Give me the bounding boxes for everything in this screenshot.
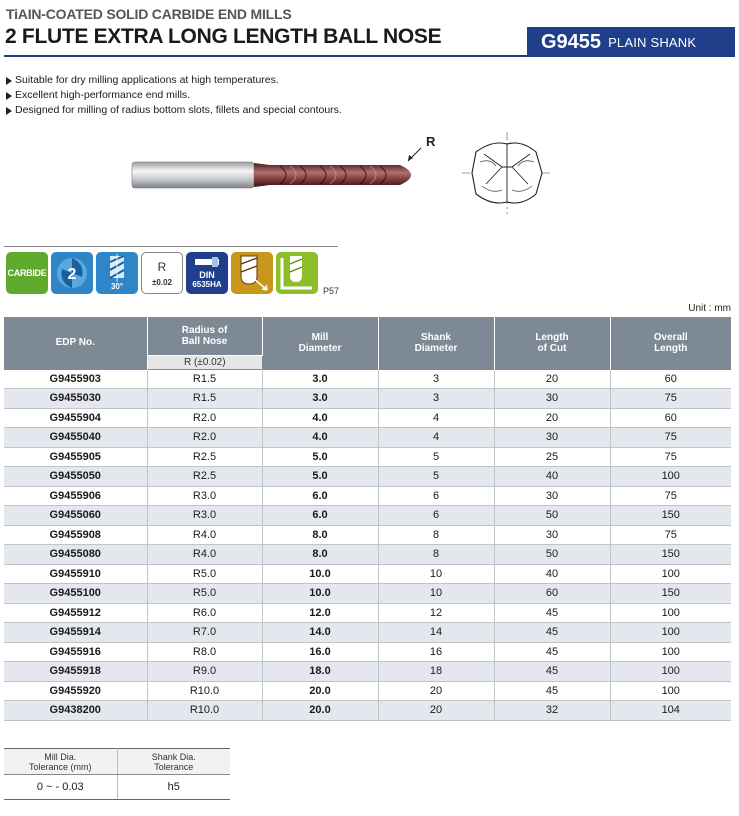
cell-mill-diameter: 8.0 (262, 545, 378, 565)
col-header-radius: Radius of Ball Nose (147, 317, 262, 355)
feature-list (6, 73, 342, 118)
cell-edp: G9455912 (4, 603, 147, 623)
table-row (4, 642, 731, 662)
tol-value-mill: 0 ~ - 0.03 (4, 775, 117, 800)
cell-mill-diameter: 3.0 (262, 369, 378, 389)
table-row (4, 506, 731, 526)
cell-length-of-cut: 30 (494, 486, 610, 506)
page-reference: P57 (323, 286, 340, 296)
svg-text:2: 2 (67, 266, 77, 283)
series-code-tab (527, 27, 735, 57)
table-row (4, 623, 731, 643)
cell-length-of-cut: 20 (494, 408, 610, 428)
cell-overall-length: 60 (610, 369, 731, 389)
bullet-triangle-icon (6, 92, 12, 100)
col-header-mill-diameter: Mill Diameter (262, 317, 378, 369)
table-row (4, 389, 731, 409)
cell-shank-diameter: 20 (378, 701, 494, 721)
cell-mill-diameter: 6.0 (262, 506, 378, 526)
cell-mill-diameter: 4.0 (262, 428, 378, 448)
cell-radius: R5.0 (147, 584, 262, 604)
title-rule (4, 55, 735, 57)
cell-length-of-cut: 30 (494, 525, 610, 545)
col-header-length-of-cut: Length of Cut (494, 317, 610, 369)
cell-radius: R10.0 (147, 681, 262, 701)
tol-header-mill: Mill Dia. Tolerance (mm) (4, 749, 117, 775)
cell-edp: G9455908 (4, 525, 147, 545)
cell-overall-length: 75 (610, 428, 731, 448)
cell-edp: G9455060 (4, 506, 147, 526)
two-flute-icon (51, 252, 93, 294)
cell-shank-diameter: 4 (378, 428, 494, 448)
cell-shank-diameter: 12 (378, 603, 494, 623)
cell-mill-diameter: 20.0 (262, 681, 378, 701)
cell-shank-diameter: 5 (378, 467, 494, 487)
cell-shank-diameter: 3 (378, 389, 494, 409)
cell-mill-diameter: 4.0 (262, 408, 378, 428)
cell-radius: R6.0 (147, 603, 262, 623)
cell-edp: G9455904 (4, 408, 147, 428)
cell-edp: G9455903 (4, 369, 147, 389)
helix-angle-icon: 30° (96, 252, 138, 294)
cell-radius: R1.5 (147, 389, 262, 409)
cell-overall-length: 100 (610, 603, 731, 623)
table-row (4, 662, 731, 682)
tol-value-shank: h5 (117, 775, 230, 800)
cell-length-of-cut: 20 (494, 369, 610, 389)
cell-length-of-cut: 45 (494, 623, 610, 643)
cell-radius: R5.0 (147, 564, 262, 584)
cell-radius: R2.5 (147, 467, 262, 487)
cell-radius: R2.0 (147, 428, 262, 448)
cell-length-of-cut: 50 (494, 545, 610, 565)
cell-length-of-cut: 25 (494, 447, 610, 467)
cell-mill-diameter: 16.0 (262, 642, 378, 662)
din-standard-icon: DIN 6535HA (186, 252, 228, 294)
ball-nose-profile-icon (231, 252, 273, 294)
cell-edp: G9438200 (4, 701, 147, 721)
radius-callout: R (426, 134, 436, 149)
cell-length-of-cut: 45 (494, 642, 610, 662)
table-row (4, 545, 731, 565)
cell-mill-diameter: 14.0 (262, 623, 378, 643)
cell-length-of-cut: 32 (494, 701, 610, 721)
radius-tolerance-icon: R ±0.02 (141, 252, 183, 294)
table-row (4, 564, 731, 584)
product-table (4, 317, 731, 721)
cell-shank-diameter: 8 (378, 525, 494, 545)
cell-shank-diameter: 20 (378, 681, 494, 701)
cell-radius: R8.0 (147, 642, 262, 662)
cell-shank-diameter: 14 (378, 623, 494, 643)
cell-length-of-cut: 45 (494, 662, 610, 682)
cell-shank-diameter: 6 (378, 506, 494, 526)
page-title: 2 FLUTE EXTRA LONG LENGTH BALL NOSE (5, 25, 442, 48)
cell-edp: G9455906 (4, 486, 147, 506)
cell-edp: G9455040 (4, 428, 147, 448)
cell-mill-diameter: 10.0 (262, 584, 378, 604)
cell-radius: R7.0 (147, 623, 262, 643)
cell-shank-diameter: 16 (378, 642, 494, 662)
cell-overall-length: 100 (610, 623, 731, 643)
cell-length-of-cut: 60 (494, 584, 610, 604)
cell-edp: G9455030 (4, 389, 147, 409)
feature-item: Designed for milling of radius bottom slots, fillets and special contours. (6, 103, 342, 118)
series-code: G9455 (541, 30, 602, 53)
cell-length-of-cut: 50 (494, 506, 610, 526)
cell-radius: R3.0 (147, 506, 262, 526)
table-row (4, 584, 731, 604)
cell-length-of-cut: 30 (494, 428, 610, 448)
cell-overall-length: 60 (610, 408, 731, 428)
spec-icon-strip (6, 252, 339, 294)
col-header-edp: EDP No. (4, 317, 147, 369)
cell-length-of-cut: 40 (494, 467, 610, 487)
cell-radius: R3.0 (147, 486, 262, 506)
cell-mill-diameter: 10.0 (262, 564, 378, 584)
cell-mill-diameter: 18.0 (262, 662, 378, 682)
carbide-icon: CARBIDE (6, 252, 48, 294)
cell-radius: R9.0 (147, 662, 262, 682)
table-row (4, 486, 731, 506)
cell-length-of-cut: 30 (494, 389, 610, 409)
table-row (4, 369, 731, 389)
cell-edp: G9455905 (4, 447, 147, 467)
tol-header-shank: Shank Dia. Tolerance (117, 749, 230, 775)
cell-radius: R2.0 (147, 408, 262, 428)
cell-mill-diameter: 5.0 (262, 447, 378, 467)
cell-mill-diameter: 20.0 (262, 701, 378, 721)
cell-overall-length: 100 (610, 564, 731, 584)
ball-nose-section-diagram (462, 132, 552, 214)
cell-shank-diameter: 18 (378, 662, 494, 682)
icons-rule (4, 246, 338, 247)
end-mill-illustration (130, 130, 436, 200)
cell-overall-length: 100 (610, 681, 731, 701)
cell-radius: R10.0 (147, 701, 262, 721)
col-header-overall-length: Overall Length (610, 317, 731, 369)
cell-overall-length: 75 (610, 525, 731, 545)
table-row (4, 447, 731, 467)
cell-radius: R1.5 (147, 369, 262, 389)
cell-mill-diameter: 12.0 (262, 603, 378, 623)
cell-overall-length: 75 (610, 447, 731, 467)
cell-overall-length: 104 (610, 701, 731, 721)
table-row (4, 525, 731, 545)
cell-edp: G9455910 (4, 564, 147, 584)
cell-shank-diameter: 3 (378, 369, 494, 389)
cell-shank-diameter: 8 (378, 545, 494, 565)
cell-edp: G9455080 (4, 545, 147, 565)
cell-shank-diameter: 6 (378, 486, 494, 506)
cell-overall-length: 75 (610, 389, 731, 409)
cell-radius: R2.5 (147, 447, 262, 467)
col-subheader-radius-tolerance: R (±0.02) (147, 355, 262, 369)
col-header-shank-diameter: Shank Diameter (378, 317, 494, 369)
feature-item: Suitable for dry milling applications at high temperatures. (6, 73, 342, 88)
cell-length-of-cut: 45 (494, 603, 610, 623)
shank-type: PLAIN SHANK (608, 34, 697, 50)
table-row (4, 408, 731, 428)
cell-radius: R4.0 (147, 525, 262, 545)
cell-shank-diameter: 5 (378, 447, 494, 467)
cell-radius: R4.0 (147, 545, 262, 565)
table-row (4, 681, 731, 701)
cell-edp: G9455920 (4, 681, 147, 701)
feature-item: Excellent high-performance end mills. (6, 88, 342, 103)
cell-overall-length: 150 (610, 545, 731, 565)
table-row (4, 428, 731, 448)
cell-length-of-cut: 40 (494, 564, 610, 584)
cell-edp: G9455100 (4, 584, 147, 604)
cell-overall-length: 100 (610, 467, 731, 487)
unit-label: Unit : mm (688, 303, 731, 314)
cell-edp: G9455918 (4, 662, 147, 682)
cell-overall-length: 100 (610, 662, 731, 682)
cell-edp: G9455916 (4, 642, 147, 662)
cell-overall-length: 100 (610, 642, 731, 662)
cell-shank-diameter: 10 (378, 584, 494, 604)
slot-milling-icon (276, 252, 318, 294)
cell-overall-length: 150 (610, 584, 731, 604)
cell-shank-diameter: 4 (378, 408, 494, 428)
cell-edp: G9455050 (4, 467, 147, 487)
tolerance-table (4, 748, 230, 800)
cell-shank-diameter: 10 (378, 564, 494, 584)
bullet-triangle-icon (6, 107, 12, 115)
cell-mill-diameter: 6.0 (262, 486, 378, 506)
cell-length-of-cut: 45 (494, 681, 610, 701)
table-row (4, 603, 731, 623)
catalog-subtitle: TiAIN-COATED SOLID CARBIDE END MILLS (6, 6, 292, 22)
table-row (4, 701, 731, 721)
cell-overall-length: 150 (610, 506, 731, 526)
cell-edp: G9455914 (4, 623, 147, 643)
table-row (4, 467, 731, 487)
cell-overall-length: 75 (610, 486, 731, 506)
bullet-triangle-icon (6, 77, 12, 85)
cell-mill-diameter: 8.0 (262, 525, 378, 545)
cell-mill-diameter: 5.0 (262, 467, 378, 487)
cell-mill-diameter: 3.0 (262, 389, 378, 409)
